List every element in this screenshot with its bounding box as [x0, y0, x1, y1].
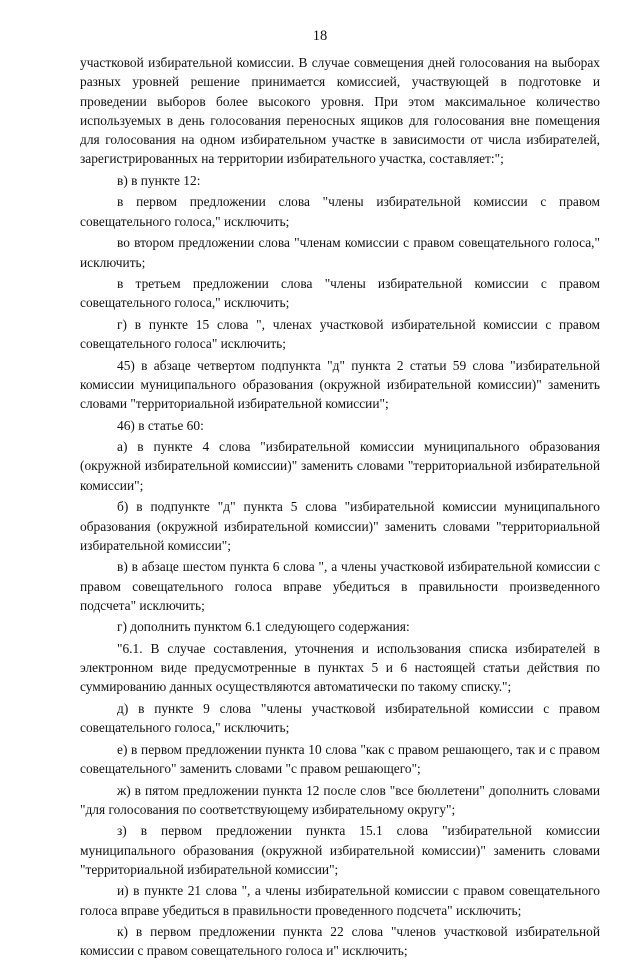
paragraph: в третьем предложении слова "члены избирательной комиссии с правом совещательного голоса," исключить; — [80, 276, 600, 311]
paragraph: участковой избирательной комиссии. В случае совмещения дней голосования на выборах разных уровней решение принимается комиссией, участвующей в подготовке и проведении выборов более высокого уровня. При этом максимальное количество используемых в день голосования переносных ящиков для голосования вне помещения для голосования на одном избирательном участке в зависимости от числа избирателей, зарегистрированных на территории избирательного участка, составляет:"; — [80, 55, 600, 167]
paragraph: 45) в абзаце четвертом подпункта "д" пункта 2 статьи 59 слова "избирательной комиссии муниципального образования (окружной избирательной комиссии)" заменить словами "территориальной избирательной комиссии"; — [80, 357, 600, 412]
document-body — [80, 53, 600, 963]
paragraph: ж) в пятом предложении пункта 12 после слов "все бюллетени" дополнить словами "для голосования по соответствующему избирательному округу"; — [80, 782, 600, 817]
paragraph: во втором предложении слова "членам комиссии с правом совещательного голоса," исключить; — [80, 235, 600, 270]
paragraph: е) в первом предложении пункта 10 слова "как с правом решающего, так и с правом совещательного" заменить словами "с правом решающего"; — [80, 741, 600, 777]
paragraph: "6.1. В случае составления, уточнения и использования списка избирателей в электронном виде предусмотренные в пунктах 5 и 6 настоящей статьи действия по суммированию данных осуществляются автоматически по такому списку."; — [80, 640, 600, 695]
paragraph: 46) в статье 60: — [117, 417, 204, 433]
paragraph: г) дополнить пунктом 6.1 следующего содержания: — [117, 619, 410, 635]
paragraph: и) в пункте 21 слова ", а члены избирательной комиссии с правом совещательного голоса вправе убедиться в правильности проведенного подсчета" исключить; — [80, 883, 600, 918]
paragraph: а) в пункте 4 слова "избирательной комиссии муниципального образования (окружной избирательной комиссии)" заменить словами "территориальной избирательной комиссии"; — [80, 439, 600, 493]
paragraph: б) в подпункте "д" пункта 5 слова "избирательной комиссии муниципального образования (окружной избирательной комиссии)" заменить словами "территориальной избирательной комиссии"; — [80, 499, 600, 553]
paragraph: в) в пункте 12: — [117, 172, 201, 188]
paragraph: к) в первом предложении пункта 22 слова "членов участковой избирательной комиссии с правом совещательного голоса и" исключить; — [80, 924, 600, 959]
paragraph: г) в пункте 15 слова ", членах участковой избирательной комиссии с правом совещательного голоса" исключить; — [80, 316, 600, 352]
paragraph: в первом предложении слова "члены избирательной комиссии с правом совещательного голоса," исключить; — [80, 194, 600, 229]
page-number: 18 — [312, 28, 328, 44]
paragraph: д) в пункте 9 слова "члены участковой избирательной комиссии с правом совещательного голоса," исключить; — [80, 700, 600, 736]
paragraph: з) в первом предложении пункта 15.1 слова "избирательной комиссии муниципального образования (окружной избирательной комиссии)" заменить словами "территориальной избирательной комиссии"; — [80, 823, 600, 877]
paragraph: в) в абзаце шестом пункта 6 слова ", а члены участковой избирательной комиссии с правом совещательного голоса вправе убедиться в правильности произведенного подсчета" исключить; — [80, 559, 600, 613]
